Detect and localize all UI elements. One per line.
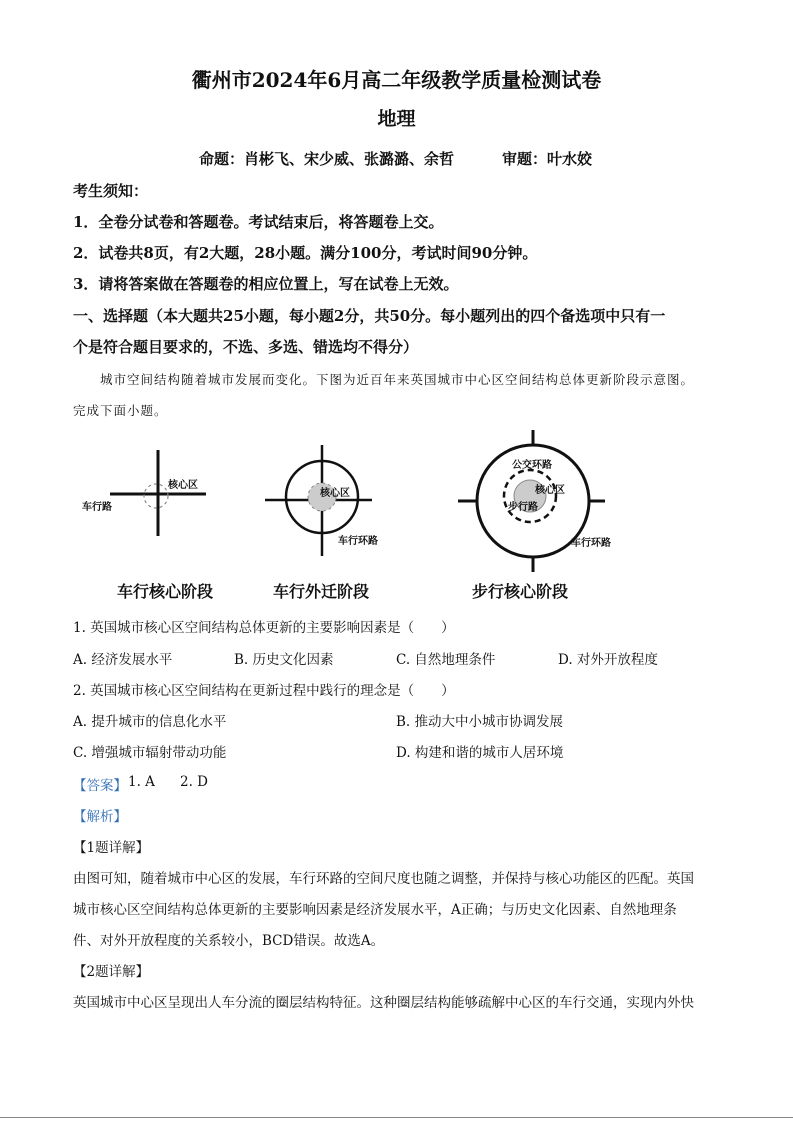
core-label: 核心区 [320, 488, 350, 499]
caption: 车行外迁阶段 [273, 582, 370, 601]
caption: 步行核心阶段 [472, 582, 569, 601]
option: D. 对外开放程度 [558, 652, 658, 668]
analysis-text: 件、对外开放程度的关系较小，BCD错误。故选A。 [73, 933, 385, 949]
answer-label: 【答案】 [73, 778, 127, 794]
analysis-text: 英国城市中心区呈现出人车分流的圈层结构特征。这种圈层结构能够疏解中心区的车行交通，实现内外快 [73, 995, 694, 1011]
option: D. 构建和谐的城市人居环境 [396, 745, 564, 761]
question-stem: 1. 英国城市核心区空间结构总体更新的主要影响因素是（ ） [73, 620, 455, 636]
analysis-label: 【解析】 [73, 809, 127, 825]
option: A. 提升城市的信息化水平 [73, 714, 227, 730]
option: B. 推动大中小城市协调发展 [396, 714, 564, 730]
option: C. 自然地理条件 [396, 652, 496, 668]
authors: 命题：肖彬飞、宋少威、张潞潞、余哲 [199, 150, 455, 168]
core-label: 核心区 [535, 485, 565, 496]
analysis-text: 由图可知，随着城市中心区的发展，车行环路的空间尺度也随之调整，并保持与核心功能区的匹配。英国 [73, 871, 694, 887]
section-heading-cont: 个是符合题目要求的，不选、多选、错选均不得分） [73, 338, 419, 356]
option: B. 历史文化因素 [234, 652, 334, 668]
intro-text-cont: 完成下面小题。 [73, 403, 168, 418]
subject-title: 地理 [377, 108, 416, 130]
notice-item: 2．试卷共8页，有2大题，28小题。满分100分，考试时间90分钟。 [73, 244, 538, 262]
ring-road-label: 车行环路 [571, 538, 611, 549]
page-bottom-rule [0, 1117, 793, 1118]
answer-value: 2. D [180, 774, 208, 790]
section-heading: 一、选择题（本大题共25小题，每小题2分，共50分。每小题列出的四个备选项中只有一 [73, 307, 666, 325]
core-zone [144, 484, 168, 508]
road-label: 车行路 [82, 502, 112, 513]
stage3-diagram [458, 430, 611, 572]
analysis-text: 城市核心区空间结构总体更新的主要影响因素是经济发展水平，A正确；与历史文化因素、自然地理条 [73, 902, 677, 918]
ring-road-label: 车行环路 [338, 536, 378, 547]
caption: 车行核心阶段 [117, 582, 214, 601]
notice-item: 1．全卷分试卷和答题卷。考试结束后，将答题卷上交。 [73, 213, 444, 231]
notice-item: 3．请将答案做在答题卷的相应位置上，写在试卷上无效。 [73, 275, 459, 293]
answer-value: 1. A [128, 774, 155, 790]
notice-heading: 考生须知： [73, 182, 149, 200]
reviewer: 审题：叶水姣 [502, 150, 593, 168]
exam-title: 衢州市2024年6月高二年级教学质量检测试卷 [191, 68, 602, 92]
option: A. 经济发展水平 [73, 652, 173, 668]
stage1-diagram [82, 450, 206, 536]
stage2-diagram [265, 445, 378, 556]
pedestrian-label: 步行路 [508, 502, 538, 513]
core-label: 核心区 [168, 480, 198, 491]
q1-heading: 【1题详解】 [73, 840, 150, 856]
intro-text: 城市空间结构随着城市发展而变化。下图为近百年来英国城市中心区空间结构总体更新阶段示意图。 [100, 372, 695, 387]
option: C. 增强城市辐射带动功能 [73, 745, 227, 761]
question-stem: 2. 英国城市核心区空间结构在更新过程中践行的理念是（ ） [73, 683, 455, 699]
q2-heading: 【2题详解】 [73, 964, 150, 980]
bus-ring-label: 公交环路 [512, 460, 552, 471]
